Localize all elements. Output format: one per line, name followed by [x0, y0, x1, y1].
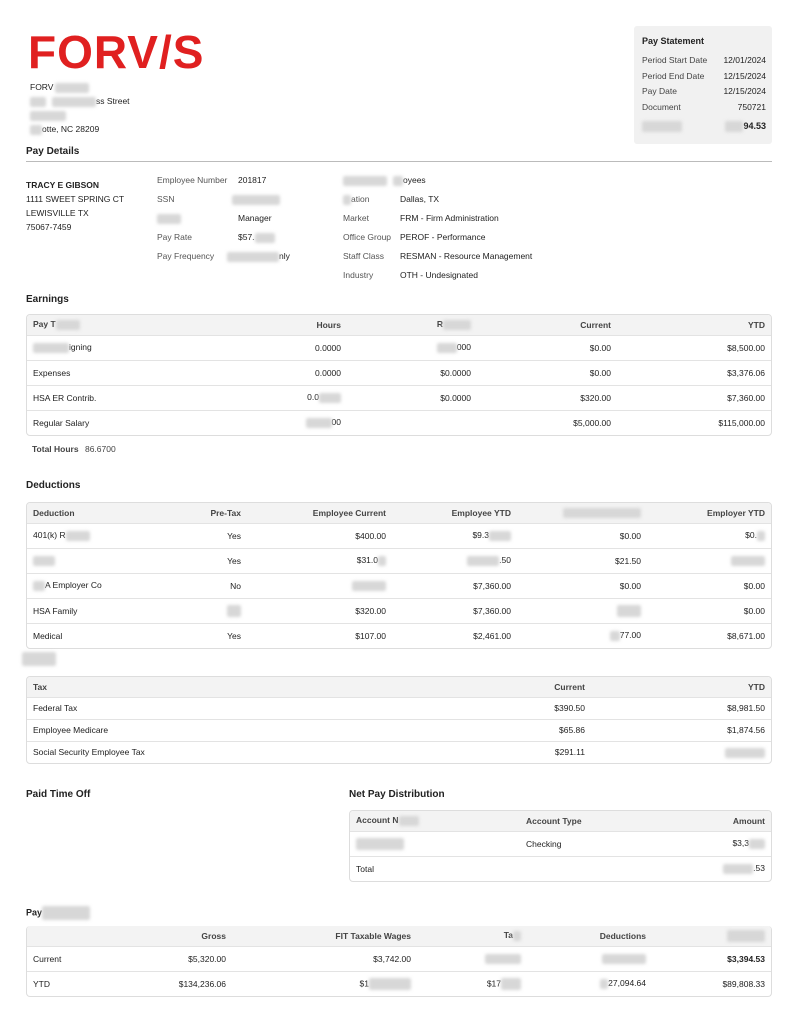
redaction [42, 906, 90, 920]
ps-label: Pay Date [642, 86, 677, 96]
cell: 0.0000 [207, 335, 347, 360]
taxes-table [26, 676, 772, 764]
redaction [30, 125, 42, 135]
redaction [378, 556, 386, 566]
cell: HSA Family [27, 598, 177, 623]
col-header: R [347, 315, 477, 335]
col-header: YTD [617, 315, 771, 335]
ps-row [642, 53, 766, 69]
divider [26, 161, 772, 162]
cell: $89,808.33 [652, 971, 771, 996]
col-header: Amount [671, 811, 771, 831]
cell: $0.00 [477, 360, 617, 385]
redaction [33, 581, 45, 591]
cell: $0. [647, 523, 771, 548]
redaction [343, 195, 351, 205]
ps-label: Document [642, 101, 681, 112]
field-label: Pay Rate [157, 232, 192, 242]
net-pay-title: Net Pay Distribution [349, 789, 445, 800]
cell: $0.00 [517, 523, 647, 548]
cell: $0.00 [647, 573, 771, 598]
cell: $8,981.50 [591, 697, 771, 719]
cell: .50 [392, 548, 517, 573]
redaction [600, 979, 608, 989]
redaction [437, 343, 457, 353]
cell: $5,000.00 [477, 410, 617, 435]
cell: $0.00 [477, 335, 617, 360]
cell: A Employer Co [27, 573, 177, 598]
ps-row [642, 100, 766, 116]
col-header: YTD [591, 677, 771, 697]
redaction [725, 748, 765, 758]
redaction [563, 508, 641, 518]
col-header: Gross [107, 926, 232, 946]
ps-value: 12/15/2024 [723, 86, 766, 96]
cell [177, 598, 247, 623]
redaction [157, 214, 181, 224]
table-header-row [27, 315, 771, 335]
redaction [467, 556, 499, 566]
redaction [255, 233, 275, 243]
table-header-row [27, 503, 771, 523]
redaction [369, 978, 411, 990]
deductions-title: Deductions [26, 480, 81, 491]
ps-value: 12/15/2024 [723, 70, 766, 81]
redaction [642, 121, 682, 132]
cell: $320.00 [477, 385, 617, 410]
cell: $17 [417, 971, 527, 996]
ps-net-row [642, 121, 766, 132]
redaction [727, 930, 765, 942]
cell: $7,360.00 [392, 598, 517, 623]
cell [417, 946, 527, 971]
employee-name: TRACY E GIBSON [26, 180, 100, 190]
col-header: Pay T [27, 315, 207, 335]
table-row [27, 971, 771, 996]
redaction [55, 83, 89, 93]
cell: Employee Medicare [27, 719, 421, 741]
cell: $8,671.00 [647, 623, 771, 648]
redaction [749, 839, 765, 849]
address-line1: FORV [30, 82, 54, 92]
col-header: Current [421, 677, 591, 697]
table-row [27, 741, 771, 763]
ps-label: Period Start Date [642, 55, 708, 65]
col-header: Pre-Tax [177, 503, 247, 523]
redaction [319, 393, 341, 403]
cell: $291.11 [421, 741, 591, 763]
cell: Federal Tax [27, 697, 421, 719]
col-header: Deductions [527, 926, 652, 946]
field-value: RESMAN - Resource Management [400, 251, 533, 261]
net-pay-table [349, 810, 772, 882]
cell [247, 573, 392, 598]
col-header: Current [477, 315, 617, 335]
redaction [30, 111, 66, 121]
employee-address1: 1111 SWEET SPRING CT [26, 194, 125, 204]
cell: $320.00 [247, 598, 392, 623]
cell: $0.00 [517, 573, 647, 598]
field-value: PEROF - Performance [400, 232, 486, 242]
field-label: Industry [343, 270, 374, 280]
field-value: $57. [238, 232, 255, 242]
col-header: Tax [27, 677, 421, 697]
table-row [350, 856, 771, 881]
redaction [56, 320, 80, 330]
pay-details-title: Pay Details [26, 146, 80, 157]
ps-label: Period End Date [642, 70, 705, 81]
cell: $3,376.06 [617, 360, 771, 385]
col-header: Account Type [520, 811, 671, 831]
table-row [27, 548, 771, 573]
col-header: FIT Taxable Wages [232, 926, 417, 946]
summary-title: Pay [26, 906, 90, 920]
col-header [27, 926, 107, 946]
cell: $7,360.00 [617, 385, 771, 410]
redaction [66, 531, 90, 541]
cell: $9.3 [392, 523, 517, 548]
col-header [517, 503, 647, 523]
cell: $134,236.06 [107, 971, 232, 996]
redaction [731, 556, 765, 566]
redaction [617, 605, 641, 617]
employee-address [26, 178, 124, 234]
address-line3: otte, NC 28209 [42, 124, 100, 134]
redaction [227, 605, 241, 617]
cell: $3,394.53 [652, 946, 771, 971]
table-row [27, 410, 771, 435]
field-value: 201817 [238, 175, 267, 185]
redaction [227, 252, 279, 262]
redaction [399, 816, 419, 826]
company-address [30, 80, 130, 136]
cell [647, 548, 771, 573]
cell [517, 598, 647, 623]
redaction [443, 320, 471, 330]
field-label: ation [351, 194, 370, 204]
cell [520, 856, 671, 881]
cell: 27,094.64 [527, 971, 652, 996]
field-value: OTH - Undesignated [400, 270, 478, 280]
table-row [27, 335, 771, 360]
redaction [485, 954, 521, 964]
redaction [343, 176, 387, 186]
field-label: Employee Number [157, 175, 228, 185]
table-row [27, 697, 771, 719]
cell: Checking [520, 831, 671, 856]
cell: 000 [347, 335, 477, 360]
cell [591, 741, 771, 763]
address-line2: ss Street [96, 96, 130, 106]
cell: $390.50 [421, 697, 591, 719]
cell: Yes [177, 548, 247, 573]
table-row [27, 523, 771, 548]
cell: igning [27, 335, 207, 360]
cell: $7,360.00 [392, 573, 517, 598]
col-header: Account N [350, 811, 520, 831]
table-header-row [27, 677, 771, 697]
field-value: nly [279, 251, 290, 261]
cell: No [177, 573, 247, 598]
cell: 77.00 [517, 623, 647, 648]
redaction [723, 864, 753, 874]
field-label: Market [343, 213, 369, 223]
col-header: Employee YTD [392, 503, 517, 523]
table-row [350, 831, 771, 856]
field-label: Pay Frequency [157, 251, 215, 261]
field-label: Office Group [343, 232, 392, 242]
cell: Current [27, 946, 107, 971]
cell [27, 548, 177, 573]
redaction [356, 838, 404, 850]
company-logo: FORV/S [28, 26, 205, 78]
cell: Social Security Employee Tax [27, 741, 421, 763]
cell: Regular Salary [27, 410, 207, 435]
redaction [30, 97, 46, 107]
cell: 401(k) R [27, 523, 177, 548]
cell: Yes [177, 523, 247, 548]
cell: 00 [207, 410, 347, 435]
cell: 0.0 [207, 385, 347, 410]
cell: $2,461.00 [392, 623, 517, 648]
field-label: Staff Class [343, 251, 384, 261]
ps-value: 12/01/2024 [723, 55, 766, 65]
cell: $1,874.56 [591, 719, 771, 741]
redaction [610, 631, 620, 641]
cell: YTD [27, 971, 107, 996]
total-hours [32, 444, 116, 454]
cell: HSA ER Contrib. [27, 385, 207, 410]
ps-row [642, 84, 766, 100]
cell: $0.00 [647, 598, 771, 623]
ps-value: 750721 [737, 101, 766, 112]
table-row [27, 623, 771, 648]
table-row [27, 946, 771, 971]
pay-statement-box [634, 26, 772, 144]
cell: Total [350, 856, 520, 881]
redaction [393, 176, 403, 186]
redaction [501, 978, 521, 990]
total-hours-value: 86.6700 [84, 444, 116, 454]
cell: $1 [232, 971, 417, 996]
cell: $115,000.00 [617, 410, 771, 435]
redaction [33, 556, 55, 566]
col-header: Deduction [27, 503, 177, 523]
redaction [33, 343, 69, 353]
cell: $0.0000 [347, 360, 477, 385]
table-row [27, 598, 771, 623]
ps-net-value: 94.53 [743, 121, 766, 131]
field-value: oyees [403, 175, 426, 185]
redaction [352, 581, 386, 591]
employee-address3: 75067-7459 [26, 222, 72, 232]
cell: $3,3 [671, 831, 771, 856]
redaction [22, 652, 56, 666]
table-row [27, 385, 771, 410]
cell: $400.00 [247, 523, 392, 548]
cell [350, 831, 520, 856]
redaction [602, 954, 646, 964]
col-header [652, 926, 771, 946]
pto-title: Paid Time Off [26, 789, 91, 800]
col-header: Employer YTD [647, 503, 771, 523]
pay-details-left-fields [157, 171, 290, 266]
field-value: Dallas, TX [400, 194, 440, 204]
col-header: Employee Current [247, 503, 392, 523]
total-hours-label: Total Hours [32, 444, 79, 454]
earnings-table [26, 314, 772, 436]
cell: .53 [671, 856, 771, 881]
cell: Medical [27, 623, 177, 648]
table-header-row [350, 811, 771, 831]
redaction [489, 531, 511, 541]
cell: $65.86 [421, 719, 591, 741]
redaction [725, 121, 743, 132]
redaction [306, 418, 332, 428]
employee-address2: LEWISVILLE TX [26, 208, 89, 218]
table-header-row [27, 926, 771, 946]
redaction [757, 531, 765, 541]
earnings-title: Earnings [26, 294, 69, 305]
deductions-table [26, 502, 772, 649]
cell [347, 410, 477, 435]
pay-statement-title: Pay Statement [642, 36, 705, 46]
cell: $5,320.00 [107, 946, 232, 971]
pay-details-right-fields [343, 171, 532, 285]
cell: Yes [177, 623, 247, 648]
redaction [232, 195, 280, 205]
field-value: Manager [238, 213, 272, 223]
redaction [52, 97, 96, 107]
field-value: FRM - Firm Administration [400, 213, 499, 223]
table-row [27, 719, 771, 741]
col-header: Hours [207, 315, 347, 335]
ps-row [642, 69, 766, 85]
cell: $3,742.00 [232, 946, 417, 971]
cell: $8,500.00 [617, 335, 771, 360]
cell: $107.00 [247, 623, 392, 648]
cell: Expenses [27, 360, 207, 385]
cell: $21.50 [517, 548, 647, 573]
field-label: SSN [157, 194, 175, 204]
cell: 0.0000 [207, 360, 347, 385]
col-header: Ta [417, 926, 527, 946]
summary-table [26, 926, 772, 997]
cell [527, 946, 652, 971]
cell: $31.0 [247, 548, 392, 573]
table-row [27, 573, 771, 598]
table-row [27, 360, 771, 385]
redaction [513, 931, 521, 941]
cell: $0.0000 [347, 385, 477, 410]
